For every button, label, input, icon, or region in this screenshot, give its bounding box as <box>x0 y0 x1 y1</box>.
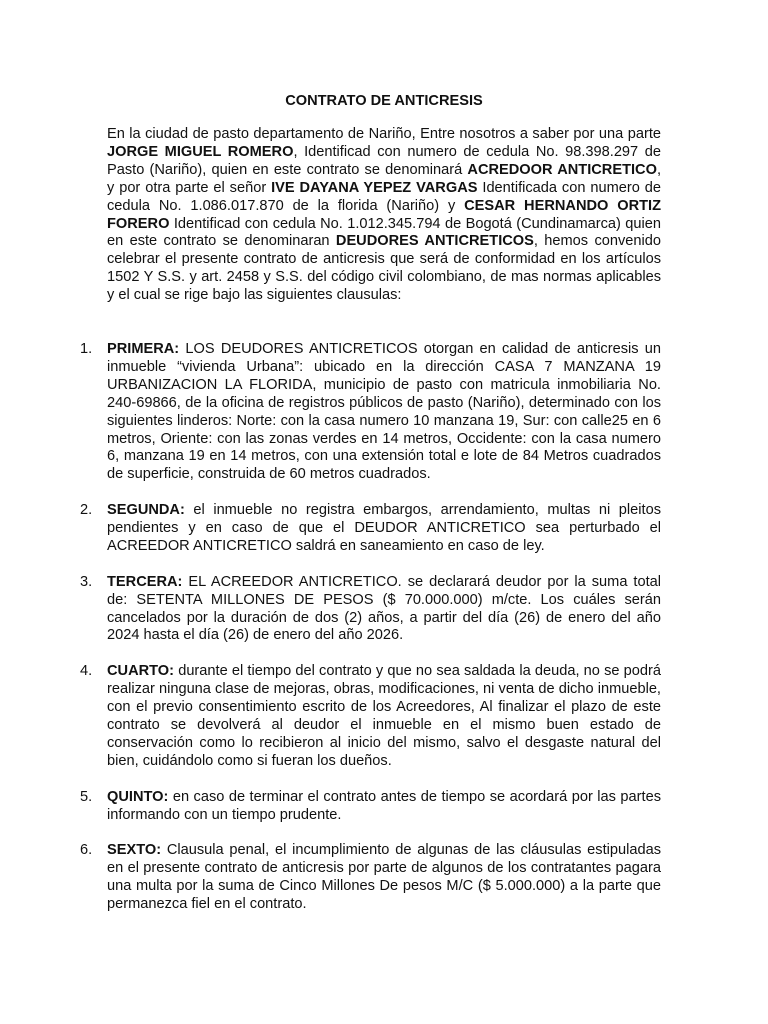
clause-heading: TERCERA: <box>107 573 183 590</box>
clause-text: EL ACREEDOR ANTICRETICO. se declarará deudor por la suma total de: SETENTA MILLONES DE PESOS ($ 70.000.000) m/cte. Los cuáles serán cancelados por la duración de dos (2) años, a partir del día (26) de enero del año 2024 hasta el día (26) de enero del año 2026. <box>107 573 661 644</box>
clause-heading: PRIMERA: <box>107 341 180 357</box>
clause-number: 1. <box>80 341 93 357</box>
intro-bold-run: DEUDORES ANTICRETICOS <box>335 233 534 250</box>
clause-item <box>0 502 768 556</box>
clause-heading: SEXTO: <box>107 842 162 859</box>
clause-item <box>0 341 768 484</box>
clause-body <box>107 663 661 770</box>
intro-bold-run: JORGE MIGUEL ROMERO <box>107 143 294 160</box>
intro-bold-run: ACREDOOR ANTICRETICO <box>467 161 657 178</box>
intro-bold-run: IVE DAYANA YEPEZ VARGAS <box>271 179 478 196</box>
document-title: CONTRATO DE ANTICRESIS <box>285 93 483 109</box>
clause-number: 5. <box>80 788 93 805</box>
clause-text: LOS DEUDORES ANTICRETICOS otorgan en calidad de anticresis un inmueble “vivienda Urbana”: ubicado en la dirección CASA 7 MANZANA 19 URBANIZACION LA FLORIDA, municipio de pasto con matricula inmobiliaria No. 240-69866, de la oficina de registros públicos de pasto (Nariño), determinado con los siguientes linderos: Norte: con la casa numero 10 manzana 19, Sur: con calle25 en 6 metros, Oriente: con las zonas verdes en 14 metros, Occidente: con la casa numero 6, manzana 19 en 14 metros, con una extensión total e lote de 84 Metros cuadrados de superficie, construida de 60 metros cuadrados. <box>107 341 661 483</box>
clause-body <box>107 574 661 646</box>
clause-body <box>107 341 661 484</box>
intro-paragraph <box>107 126 661 305</box>
clause-number: 6. <box>80 842 93 859</box>
clause-item <box>0 789 768 825</box>
intro-text-run: , hemos convenido celebrar el presente contrato de anticresis que será de conformidad en los artículos 1502 Y S.S. y art. 2458 y S.S. del código civil colombiano, de mas normas aplicables y el cual se rige bajo las siguientes clausulas: <box>107 233 661 304</box>
intro-text-run: , y por otra parte el señor <box>107 161 661 196</box>
intro-bold-run: CESAR HERNANDO ORTIZ FORERO <box>107 197 661 232</box>
clause-body <box>107 502 661 556</box>
intro-text-run: En la ciudad de pasto departamento de Nariño, Entre nosotros a saber por una parte <box>107 126 661 142</box>
clause-heading: QUINTO: <box>107 788 169 805</box>
intro-text-run: Identificada con numero de cedula No. 1.086.017.870 de la florida (Nariño) y <box>107 179 661 214</box>
clause-number: 3. <box>80 573 93 590</box>
clause-item <box>0 842 768 914</box>
clause-body <box>107 842 661 914</box>
clause-heading: SEGUNDA: <box>107 502 185 519</box>
clauses-list <box>0 341 768 932</box>
clause-text: Clausula penal, el incumplimiento de algunas de las cláusulas estipuladas en el presente contrato de anticresis por parte de algunos de los contratantes pagara una multa por la suma de Cinco Millones De pesos M/C ($ 5.000.000) a la parte que permanezca fiel en el contrato. <box>107 842 661 913</box>
clause-heading: CUARTO: <box>107 663 175 680</box>
clause-text: el inmueble no registra embargos, arrendamiento, multas ni pleitos pendientes y en caso de que el DEUDOR ANTICRETICO sea perturbado el ACREEDOR ANTICRETICO saldrá en saneamiento en caso de ley. <box>107 502 661 554</box>
clause-item <box>0 663 768 770</box>
clause-text: durante el tiempo del contrato y que no sea saldada la deuda, no se podrá realizar ninguna clase de mejoras, obras, modificaciones, ni venta de dicho inmueble, con el previo consentimiento escrito de los Acreedores, Al finalizar el plazo de este contrato se devolverá al deudor el inmueble en el mismo buen estado de conservación como lo recibieron al inicio del mismo, salvo el desgaste natural del bien, cuidándolo como si fueran los dueños. <box>107 663 661 769</box>
clause-item <box>0 574 768 646</box>
clause-text: en caso de terminar el contrato antes de tiempo se acordará por las partes informando con un tiempo prudente. <box>107 788 661 823</box>
clause-body <box>107 789 661 825</box>
intro-text-run: Identificad con cedula No. 1.012.345.794 de Bogotá (Cundinamarca) quien en este contrato se denominaran <box>107 215 661 250</box>
clause-number: 4. <box>80 663 93 680</box>
clause-number: 2. <box>80 502 93 519</box>
intro-text-run: , Identificad con numero de cedula No. 98.398.297 de Pasto (Nariño), quien en este contrato se denominará <box>107 143 661 178</box>
